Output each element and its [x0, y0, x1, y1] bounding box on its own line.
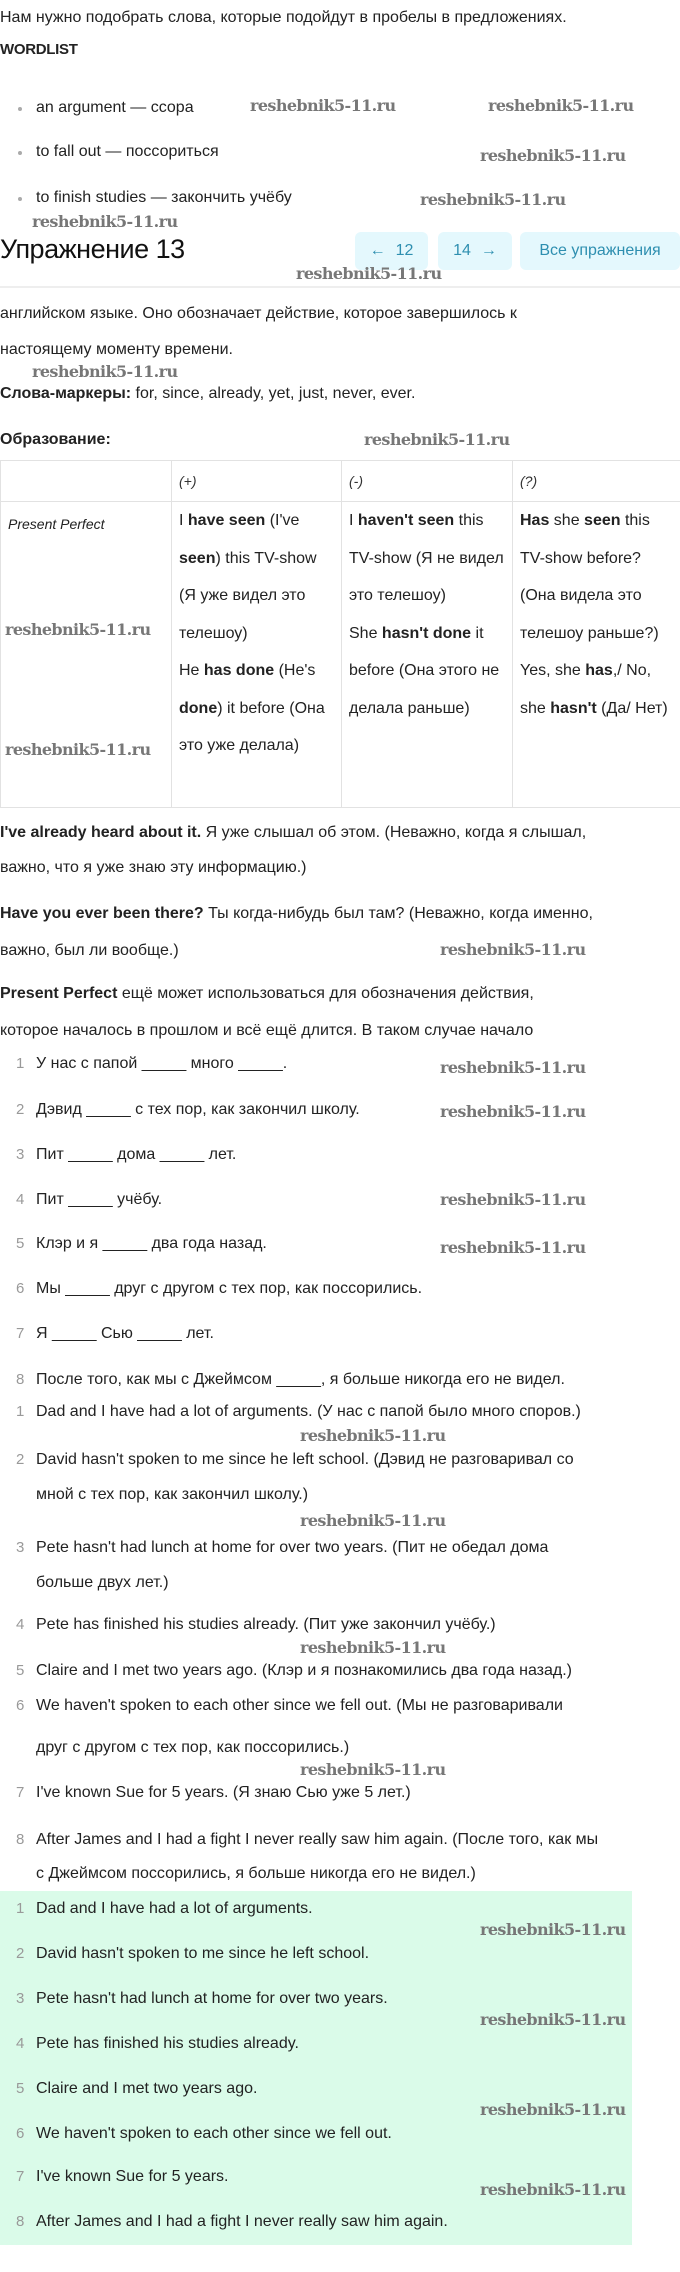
translation-item: с Джеймсом поссорились, я больше никогда его не видел.)	[36, 1865, 476, 1882]
markers-line	[0, 384, 415, 404]
tense-name: Present Perfect	[1, 502, 172, 808]
answer-item: Claire and I met two years ago.	[36, 2080, 258, 2097]
answer-item: Pete has finished his studies already.	[36, 2035, 299, 2052]
bullet-icon	[18, 197, 22, 201]
item-number: 8	[16, 1371, 25, 1388]
watermark-text: reshebnik5-11.ru	[300, 1511, 446, 1530]
translation-item: друг с другом с тех пор, как поссорились.)	[36, 1739, 350, 1756]
translation-item: Pete has finished his studies already. (Пит уже закончил учёбу.)	[36, 1616, 496, 1633]
watermark-text: reshebnik5-11.ru	[480, 2100, 626, 2119]
item-number: 6	[16, 1697, 25, 1714]
watermark-text: reshebnik5-11.ru	[440, 1238, 586, 1257]
theory-line: которое началось в прошлом и всё ещё длится. В таком случае начало	[0, 1022, 534, 1039]
table-header-cell: (?)	[513, 461, 680, 502]
page-title: Упражнение 13	[0, 234, 185, 264]
item-number: 7	[16, 1325, 25, 1342]
item-number: 5	[16, 1662, 25, 1679]
item-number: 8	[16, 2213, 25, 2230]
formation-label: Образование:	[0, 431, 111, 448]
watermark-text: reshebnik5-11.ru	[296, 264, 442, 283]
answer-item: Dad and I have had a lot of arguments.	[36, 1900, 313, 1917]
bullet-icon	[18, 151, 22, 155]
positive-cell: I have seen (I've seen) this TV-show (Я уже видел это телешоу) He has done (He's done) it before (Она это уже делала)	[172, 502, 342, 808]
item-number: 1	[16, 1403, 25, 1420]
task-item: Пит _____ дома _____ лет.	[36, 1146, 237, 1163]
watermark-text: reshebnik5-11.ru	[440, 1190, 586, 1209]
translation-item: Claire and I met two years ago. (Клэр и я познакомились два года назад.)	[36, 1662, 572, 1679]
example-line: I've already heard about it. Я уже слышал об этом. (Неважно, когда я слышал,	[0, 824, 587, 841]
answer-item: David hasn't spoken to me since he left school.	[36, 1945, 370, 1962]
table-header-cell	[1, 461, 172, 502]
example-line: Have you ever been there? Ты когда-нибудь был там? (Неважно, когда именно,	[0, 905, 593, 922]
watermark-text: reshebnik5-11.ru	[480, 2010, 626, 2029]
divider	[0, 286, 680, 288]
intro-text: Нам нужно подобрать слова, которые подойдут в пробелы в предложениях.	[0, 9, 567, 26]
item-number: 8	[16, 1831, 25, 1848]
formation-table	[0, 460, 680, 808]
watermark-text: reshebnik5-11.ru	[440, 940, 586, 959]
item-number: 7	[16, 2168, 25, 2185]
theory-line: настоящему моменту времени.	[0, 341, 233, 358]
table-header-cell: (-)	[342, 461, 513, 502]
watermark-text: reshebnik5-11.ru	[300, 1638, 446, 1657]
theory-line: Present Perfect ещё может использоваться для обозначения действия,	[0, 985, 534, 1002]
task-item: У нас с папой _____ много _____.	[36, 1055, 288, 1072]
item-number: 6	[16, 1280, 25, 1297]
example-line: важно, что я уже знаю эту информацию.)	[0, 859, 307, 876]
task-item: Клэр и я _____ два года назад.	[36, 1235, 267, 1252]
watermark-text: reshebnik5-11.ru	[250, 96, 396, 115]
translation-item: мной с тех пор, как закончил школу.)	[36, 1486, 309, 1503]
task-item: Дэвид _____ с тех пор, как закончил школу.	[36, 1101, 360, 1118]
wordlist-item: to fall out — поссориться	[36, 143, 219, 160]
watermark-text: reshebnik5-11.ru	[5, 740, 151, 759]
wordlist-item: to finish studies — закончить учёбу	[36, 189, 292, 206]
watermark-text: reshebnik5-11.ru	[480, 2180, 626, 2199]
prev-exercise-label: 12	[395, 242, 414, 259]
task-item: Мы _____ друг с другом с тех пор, как поссорились.	[36, 1280, 423, 1297]
table-row	[1, 502, 680, 808]
item-number: 2	[16, 1451, 25, 1468]
next-exercise-label: 14	[453, 242, 471, 259]
all-exercises-button[interactable]	[520, 232, 680, 270]
task-item: Пит _____ учёбу.	[36, 1191, 163, 1208]
item-number: 3	[16, 1990, 25, 2007]
translation-item: I've known Sue for 5 years. (Я знаю Сью уже 5 лет.)	[36, 1784, 411, 1801]
translation-item: We haven't spoken to each other since we fell out. (Мы не разговаривали	[36, 1697, 563, 1714]
item-number: 5	[16, 1235, 25, 1252]
watermark-text: reshebnik5-11.ru	[420, 190, 566, 209]
watermark-text: reshebnik5-11.ru	[440, 1102, 586, 1121]
theory-line: английском языке. Оно обозначает действие, которое завершилось к	[0, 305, 517, 322]
markers-label: Слова-маркеры:	[0, 385, 132, 402]
item-number: 7	[16, 1784, 25, 1801]
watermark-text: reshebnik5-11.ru	[32, 212, 178, 231]
item-number: 2	[16, 1101, 25, 1118]
arrow-right-icon: →	[480, 242, 497, 259]
markers-text: for, since, already, yet, just, never, ever.	[131, 385, 416, 402]
item-number: 3	[16, 1539, 25, 1556]
negative-cell: I haven't seen this TV-show (Я не видел это телешоу) She hasn't done it before (Она этого не делала раньше)	[342, 502, 513, 808]
task-item: Я _____ Сью _____ лет.	[36, 1325, 214, 1342]
translation-item: David hasn't spoken to me since he left school. (Дэвид не разговаривал со	[36, 1451, 574, 1468]
watermark-text: reshebnik5-11.ru	[488, 96, 634, 115]
translation-item: больше двух лет.)	[36, 1574, 169, 1591]
translation-item: After James and I had a fight I never really saw him again. (После того, как мы	[36, 1831, 599, 1848]
next-exercise-button[interactable]	[438, 232, 512, 270]
answer-item: After James and I had a fight I never really saw him again.	[36, 2213, 448, 2230]
task-item: После того, как мы с Джеймсом _____, я больше никогда его не видел.	[36, 1371, 565, 1388]
item-number: 4	[16, 2035, 25, 2052]
item-number: 2	[16, 1945, 25, 1962]
question-cell: Has she seen this TV-show before? (Она видела это телешоу раньше?) Yes, she has,/ No, she hasn't (Да/ Нет)	[513, 502, 680, 808]
table-header-row	[1, 461, 680, 502]
translation-item: Pete hasn't had lunch at home for over two years. (Пит не обедал дома	[36, 1539, 549, 1556]
answer-item: Pete hasn't had lunch at home for over two years.	[36, 1990, 388, 2007]
arrow-left-icon: ←	[369, 242, 386, 259]
item-number: 3	[16, 1146, 25, 1163]
watermark-text: reshebnik5-11.ru	[300, 1426, 446, 1445]
item-number: 4	[16, 1191, 25, 1208]
item-number: 1	[16, 1055, 25, 1072]
all-exercises-label: Все упражнения	[539, 242, 661, 259]
table-header-cell: (+)	[172, 461, 342, 502]
watermark-text: reshebnik5-11.ru	[364, 430, 510, 449]
watermark-text: reshebnik5-11.ru	[480, 146, 626, 165]
item-number: 4	[16, 1616, 25, 1633]
item-number: 5	[16, 2080, 25, 2097]
translation-item: Dad and I have had a lot of arguments. (У нас с папой было много споров.)	[36, 1403, 581, 1420]
item-number: 1	[16, 1900, 25, 1917]
prev-exercise-button[interactable]	[355, 232, 428, 270]
item-number: 6	[16, 2125, 25, 2142]
watermark-text: reshebnik5-11.ru	[440, 1058, 586, 1077]
answer-item: I've known Sue for 5 years.	[36, 2168, 229, 2185]
watermark-text: reshebnik5-11.ru	[32, 362, 178, 381]
watermark-text: reshebnik5-11.ru	[5, 620, 151, 639]
watermark-text: reshebnik5-11.ru	[480, 1920, 626, 1939]
example-line: важно, был ли вообще.)	[0, 942, 179, 959]
wordlist-title: WORDLIST	[0, 41, 78, 58]
watermark-text: reshebnik5-11.ru	[300, 1760, 446, 1779]
wordlist-item: an argument — ссора	[36, 99, 194, 116]
bullet-icon	[18, 107, 22, 111]
answer-item: We haven't spoken to each other since we fell out.	[36, 2125, 392, 2142]
